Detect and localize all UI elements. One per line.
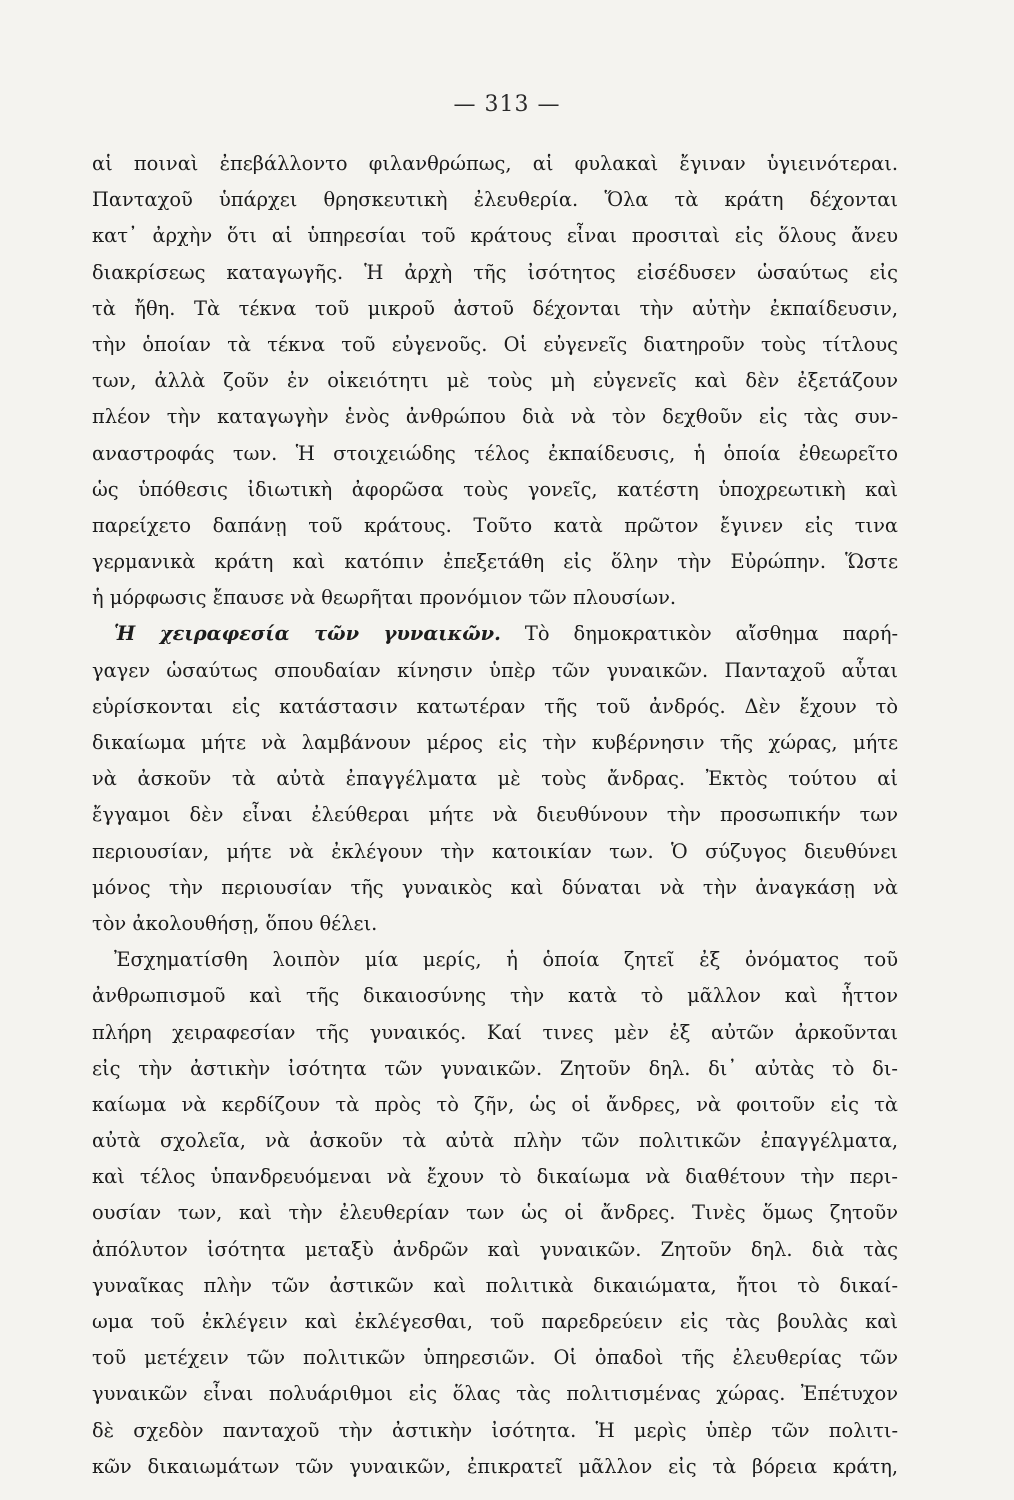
text-line: δὲ σχεδὸν πανταχοῦ τὴν ἀστικὴν ἰσότητα. Ἡ μερὶς ὑπὲρ τῶν πολιτι-	[92, 1418, 898, 1442]
text-line: Πανταχοῦ ὑπάρχει θρησκευτικὴ ἐλευθερία. Ὅλα τὰ κράτη δέχονται	[92, 188, 898, 212]
text-line: ἀπόλυτον ἰσότητα μεταξὺ ἀνδρῶν καὶ γυναικῶν. Ζητοῦν δηλ. διὰ τὰς	[92, 1237, 898, 1261]
text-line: ουσίαν των, καὶ τὴν ἐλευθερίαν των ὡς οἱ ἄνδρες. Τινὲς ὅμως ζητοῦν	[92, 1201, 898, 1225]
text-line: κῶν δικαιωμάτων τῶν γυναικῶν, ἐπικρατεῖ μᾶλλον εἰς τὰ βόρεια κράτη,	[92, 1454, 898, 1478]
text-line: γαγεν ὡσαύτως σπουδαίαν κίνησιν ὑπὲρ τῶν γυναικῶν. Πανταχοῦ αὗται	[92, 658, 898, 682]
text-line: παρείχετο δαπάνῃ τοῦ κράτους. Τοῦτο κατὰ πρῶτον ἔγινεν εἰς τινα	[92, 513, 898, 537]
body-text	[92, 146, 898, 1485]
text-line: των, ἀλλὰ ζοῦν ἐν οἰκειότητι μὲ τοὺς μὴ εὐγενεῖς καὶ δὲν ἐξετάζουν	[92, 369, 898, 393]
text-line: τὰ ἤθη. Τὰ τέκνα τοῦ μικροῦ ἀστοῦ δέχονται τὴν αὐτὴν ἐκπαίδευσιν,	[92, 296, 898, 320]
text-line: διακρίσεως καταγωγῆς. Ἡ ἀρχὴ τῆς ἰσότητος εἰσέδυσεν ὡσαύτως εἰς	[92, 260, 898, 284]
text-line: ὡς ὑπόθεσις ἰδιωτικὴ ἀφορῶσα τοὺς γονεῖς, κατέστη ὑποχρεωτικὴ καὶ	[92, 477, 898, 501]
text-line: περιουσίαν, μήτε νὰ ἐκλέγουν τὴν κατοικίαν των. Ὁ σύζυγος διευθύνει	[92, 839, 898, 863]
text-line: τοῦ μετέχειν τῶν πολιτικῶν ὑπηρεσιῶν. Οἱ ὀπαδοὶ τῆς ἐλευθερίας τῶν	[92, 1346, 898, 1370]
text-line: κατ᾽ ἀρχὴν ὅτι αἱ ὑπηρεσίαι τοῦ κράτους εἶναι προσιταὶ εἰς ὅλους ἄνευ	[92, 224, 898, 248]
text-line: αἱ ποιναὶ ἐπεβάλλοντο φιλανθρώπως, αἱ φυλακαὶ ἔγιναν ὑγιεινότεραι.	[92, 152, 898, 175]
text-line: δικαίωμα μήτε νὰ λαμβάνουν μέρος εἰς τὴν κυβέρνησιν τῆς χώρας, μήτε	[92, 731, 898, 754]
text-line: ωμα τοῦ ἐκλέγειν καὶ ἐκλέγεσθαι, τοῦ παρεδρεύειν εἰς τὰς βουλὰς καὶ	[92, 1310, 898, 1333]
text-line: νὰ ἀσκοῦν τὰ αὐτὰ ἐπαγγέλματα μὲ τοὺς ἄνδρας. Ἐκτὸς τούτου αἱ	[92, 767, 898, 791]
section-heading-line	[92, 616, 898, 652]
text-line: τὸν ἀκολουθήσῃ, ὅπου θέλει.	[92, 911, 378, 935]
text-line-fragment: Τὸ δημοκρατικὸν αἴσθημα παρή-	[524, 622, 898, 646]
text-line: αναστροφάς των. Ἡ στοιχειώδης τέλος ἐκπαίδευσις, ἡ ὁποία ἐθεωρεῖτο	[92, 441, 898, 465]
text-line: ἀνθρωπισμοῦ καὶ τῆς δικαιοσύνης τὴν κατὰ τὸ μᾶλλον καὶ ἧττον	[92, 984, 898, 1008]
text-line: πλήρη χειραφεσίαν τῆς γυναικός. Καί τινες μὲν ἐξ αὐτῶν ἀρκοῦνται	[92, 1020, 898, 1044]
text-line: καίωμα νὰ κερδίζουν τὰ πρὸς τὸ ζῆν, ὡς οἱ ἄνδρες, νὰ φοιτοῦν εἰς τὰ	[92, 1092, 898, 1116]
text-line: αὐτὰ σχολεῖα, νὰ ἀσκοῦν τὰ αὐτὰ πλὴν τῶν πολιτικῶν ἐπαγγέλματα,	[92, 1129, 898, 1153]
text-line: ἔγγαμοι δὲν εἶναι ἐλεύθεραι μήτε νὰ διευθύνουν τὴν προσωπικήν των	[92, 803, 898, 827]
section-heading: Ἡ χειραφεσία τῶν γυναικῶν.	[114, 622, 501, 646]
text-line: ἡ μόρφωσις ἔπαυσε νὰ θεωρῆται προνόμιον τῶν πλουσίων.	[92, 586, 677, 610]
text-line: γυναικῶν εἶναι πολυάριθμοι εἰς ὅλας τὰς πολιτισμένας χώρας. Ἐπέτυχον	[92, 1382, 898, 1406]
text-line: Ἐσχηματίσθη λοιπὸν μία μερίς, ἡ ὁποία ζητεῖ ἐξ ὀνόματος τοῦ	[114, 948, 898, 972]
text-line: γερμανικὰ κράτη καὶ κατόπιν ἐπεξετάθη εἰς ὅλην τὴν Εὐρώπην. Ὥστε	[92, 550, 898, 574]
text-line: μόνος τὴν περιουσίαν τῆς γυναικὸς καὶ δύναται νὰ τὴν ἀναγκάσῃ νὰ	[92, 875, 898, 899]
page-number: — 313 —	[453, 92, 561, 117]
text-line: εὑρίσκονται εἰς κατάστασιν κατωτέραν τῆς τοῦ ἀνδρός. Δὲν ἔχουν τὸ	[92, 694, 898, 718]
text-line: τὴν ὁποίαν τὰ τέκνα τοῦ εὐγενοῦς. Οἱ εὐγενεῖς διατηροῦν τοὺς τίτλους	[92, 332, 898, 356]
text-line: γυναῖκας πλὴν τῶν ἀστικῶν καὶ πολιτικὰ δικαιώματα, ἤτοι τὸ δικαί-	[92, 1273, 898, 1297]
text-line: εἰς τὴν ἀστικὴν ἰσότητα τῶν γυναικῶν. Ζητοῦν δηλ. δι᾽ αὐτὰς τὸ δι-	[92, 1056, 898, 1080]
text-line: καὶ τέλος ὑπανδρευόμεναι νὰ ἔχουν τὸ δικαίωμα νὰ διαθέτουν τὴν περι-	[92, 1165, 898, 1189]
text-line: πλέον τὴν καταγωγὴν ἑνὸς ἀνθρώπου διὰ νὰ τὸν δεχθοῦν εἰς τὰς συν-	[92, 405, 898, 429]
